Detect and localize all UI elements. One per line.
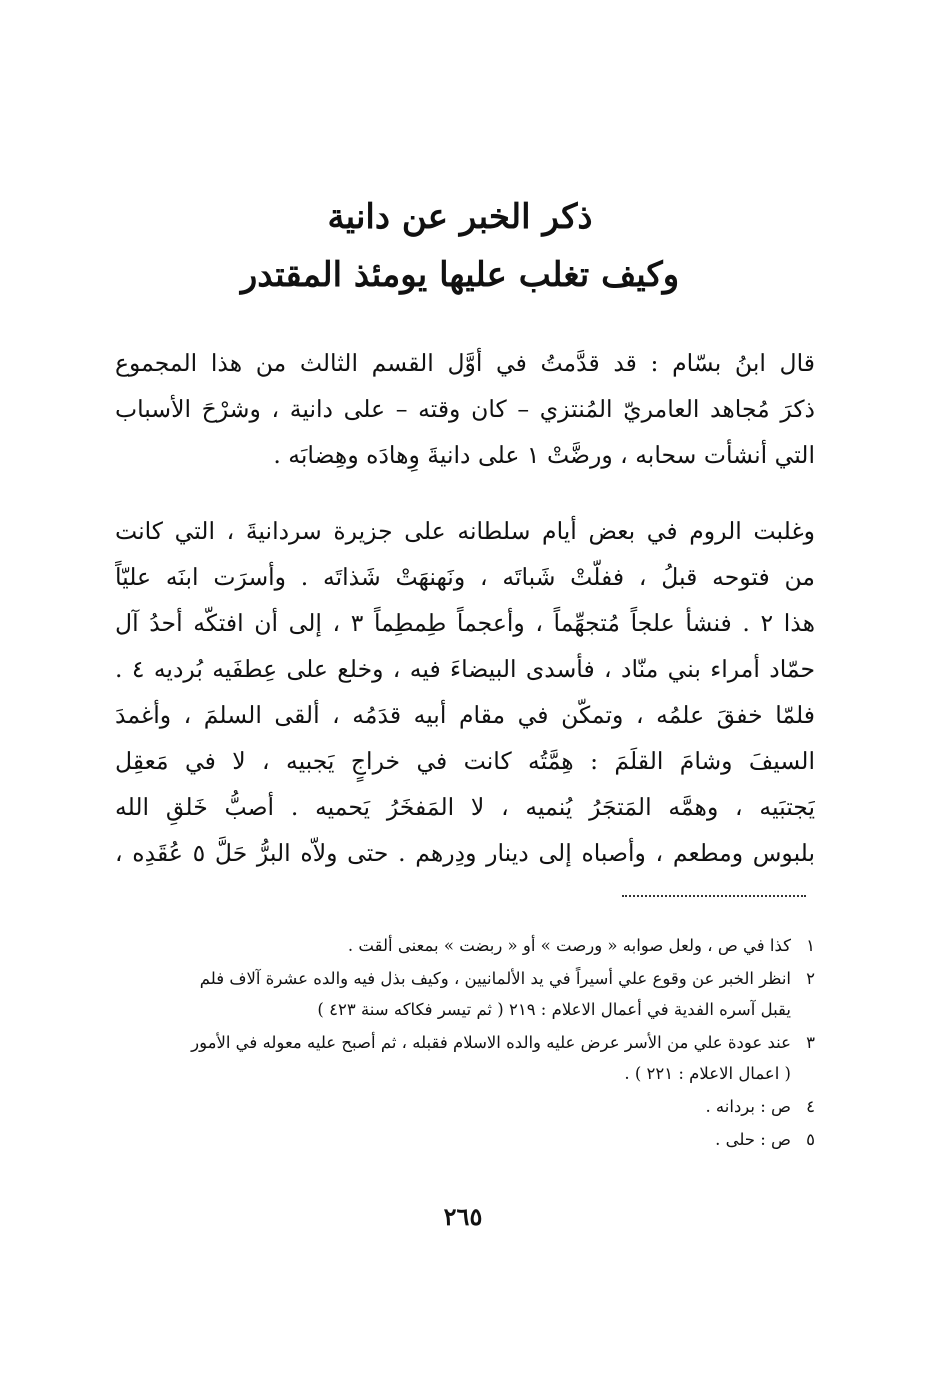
footnote-3 [115,1027,815,1089]
title-line-1: ذكر الخبر عن دانية [327,197,593,237]
footnote-text [115,1027,791,1089]
chapter-title [150,188,770,304]
paragraph-line: يَجتبَيه ، وهمَّه المَتجَرُ يُنميه ، لا المَفخَرُ يَحميه . أصبُّ خَلقِ الله [115,793,815,821]
footnote-line: انظر الخبر عن وقوع علي أسيراً في يد الألمانيين ، وكيف بذل فيه والده عشرة آلاف فلم [199,969,791,988]
footnote-line: كذا في ص ، ولعل صوابه « ورصت » أو « ربضت » بمعنى ألقت . [347,936,791,955]
paragraph-line: هذا ٢ . فنشأ علجاً مُتجهِّماً ، وأعجماً طِمطِماً ٣ ، إلى أن افتكّه أحدُ آل [115,609,815,637]
footnote-line: يقبل آسره الفدية في أعمال الاعلام : ٢١٩ ( ثم تيسر فكاكه سنة ٤٢٣ ) [317,1000,791,1019]
footnote-2 [115,963,815,1025]
footnote-text [115,963,791,1025]
footnote-line: ص : حلى . [715,1130,791,1149]
footnote-line: عند عودة علي من الأسر عرض عليه والده الاسلام فقبله ، ثم أصبح عليه معوله في الأمور [191,1033,791,1052]
paragraph-2 [115,508,815,876]
paragraph-line: ذكرَ مُجاهد العامريّ المُنتزي – كان وقته – على دانية ، وشرْحَ الأسباب [115,395,815,423]
footnote-number: ١ [806,936,815,955]
page-number: ٢٦٥ [443,1202,483,1231]
paragraph-1 [115,340,815,478]
footnote-separator [622,895,806,897]
footnote-text [115,1091,791,1122]
footnote-number: ٤ [806,1097,815,1116]
footnote-number: ٢ [806,969,815,988]
footnote-4 [115,1091,815,1122]
footnote-number: ٥ [806,1130,815,1149]
footnote-1 [115,930,815,961]
paragraph-line: وغلبت الروم في بعض أيام سلطانه على جزيرة سردانيةَ ، التي كانت [115,517,815,545]
paragraph-line: حمّاد أمراء بني منّاد ، فأسدى البيضاءَ فيه ، وخلع على عِطفَيه بُرديه ٤ . [115,655,815,683]
footnote-5 [115,1124,815,1155]
paragraph-line: قال ابنُ بسّام : قد قدَّمتُ في أوَّل القسم الثالث من هذا المجموع [115,349,815,377]
paragraph-line: فلمّا خفقَ علمُه ، وتمكّن في مقام أبيه قدَمُه ، ألقى السلمَ ، وأغمدَ [115,701,815,729]
paragraph-line: بلبوس ومطعم ، وأصباه إلى دينار ودِرهم . حتى ولاّه البرُّ حَلَّ ٥ عُقَدِه ، [115,839,815,867]
paragraph-line: السيفَ وشامَ القلَمَ : هِمَّتُه كانت في خراجٍ يَجبيه ، لا في مَعقِل [115,747,815,775]
footnote-text [115,1124,791,1155]
footnote-line: ص : بردانه . [705,1097,791,1116]
paragraph-line: التي أنشأت سحابه ، ورضَّتْ ١ على دانيةَ وِهادَه وهِضابَه . [273,441,815,469]
footnote-number: ٣ [806,1033,815,1052]
footnote-line: ( اعمال الاعلام : ٢٢١ ) . [624,1064,791,1083]
footnotes [115,930,815,1157]
paragraph-line: من فتوحه قبلُ ، ففلّتْ شَباتَه ، ونَهنهَتْ شَذاتَه . وأسرَت ابنَه عليّاً [115,563,815,591]
footnote-text [115,930,791,961]
title-line-2: وكيف تغلب عليها يومئذ المقتدر [240,255,680,295]
